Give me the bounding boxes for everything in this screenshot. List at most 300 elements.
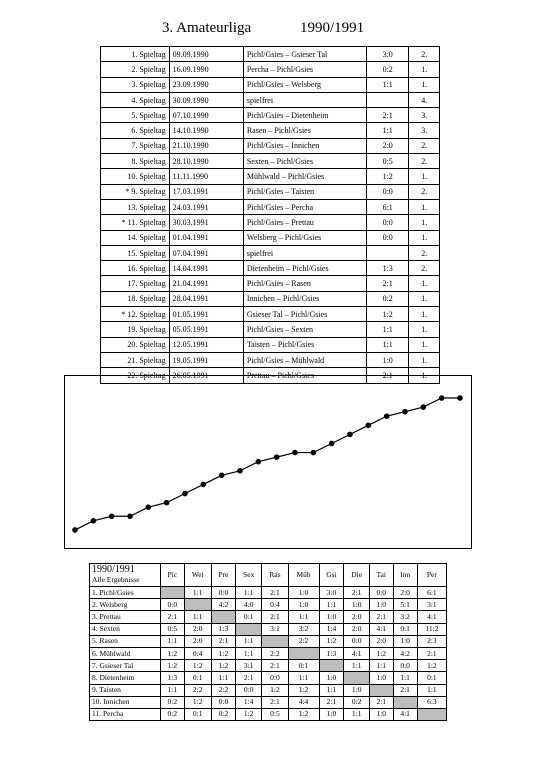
matrix-result-cell: 5:1 xyxy=(393,599,417,611)
matrix-result-cell: 2:1 xyxy=(161,611,185,623)
schedule-row xyxy=(101,62,440,77)
matrix-result-cell: 4:1 xyxy=(344,647,370,659)
matrix-result-cell: 3:0 xyxy=(319,587,344,599)
matrix-result-cell: 0:0 xyxy=(211,587,235,599)
schedule-score-cell: 1:1 xyxy=(367,77,409,92)
matrix-team-name: 2. Welsberg xyxy=(90,599,161,611)
schedule-fixture-cell: Pichl/Gsies – Taisten xyxy=(243,184,366,199)
schedule-matchday-cell: * 12. Spieltag xyxy=(101,307,170,322)
schedule-rank-cell: 1. xyxy=(409,215,440,230)
schedule-matchday-cell: 2. Spieltag xyxy=(101,62,170,77)
schedule-row xyxy=(101,108,440,123)
matrix-column-header: Pic xyxy=(161,564,185,587)
schedule-row xyxy=(101,169,440,184)
schedule-rank-cell: 1. xyxy=(409,77,440,92)
matrix-team-name: 5. Rasen xyxy=(90,635,161,647)
matrix-result-cell: 1:1 xyxy=(344,708,370,720)
schedule-matchday-cell: 13. Spieltag xyxy=(101,199,170,214)
data-point xyxy=(109,513,115,519)
schedule-row xyxy=(101,77,440,92)
matrix-result-cell: 1:2 xyxy=(161,647,185,659)
schedule-fixture-cell: spielfrei xyxy=(243,92,366,107)
matrix-result-cell: 2:2 xyxy=(184,684,211,696)
matrix-result-cell: 0:4 xyxy=(262,599,288,611)
matrix-team-name: 11. Percha xyxy=(90,708,161,720)
matrix-result-cell: 2:3 xyxy=(417,635,446,647)
matrix-result-cell: 0:2 xyxy=(211,708,235,720)
matrix-result-cell: 1:1 xyxy=(184,587,211,599)
matrix-self-cell xyxy=(161,587,185,599)
matrix-self-cell xyxy=(319,660,344,672)
matrix-result-cell: 11:2 xyxy=(417,623,446,635)
schedule-date-cell: 26.05.1991 xyxy=(169,368,243,383)
matrix-result-cell: 1:0 xyxy=(319,708,344,720)
schedule-rank-cell: 1. xyxy=(409,291,440,306)
schedule-rank-cell: 1. xyxy=(409,307,440,322)
schedule-score-cell: 1:1 xyxy=(367,337,409,352)
schedule-fixture-cell: Taisten – Pichl/Gsies xyxy=(243,337,366,352)
schedule-date-cell: 19.05.1991 xyxy=(169,352,243,367)
matrix-result-cell: 1:0 xyxy=(344,599,370,611)
matrix-result-cell: 1:0 xyxy=(344,684,370,696)
data-point xyxy=(146,504,152,510)
schedule-date-cell: 23.09.1990 xyxy=(169,77,243,92)
schedule-matchday-cell: 10. Spieltag xyxy=(101,169,170,184)
matrix-column-header: Sex xyxy=(236,564,262,587)
matrix-row xyxy=(90,635,447,647)
matrix-result-cell: 1:1 xyxy=(393,672,417,684)
matrix-result-cell: 4:2 xyxy=(211,599,235,611)
progress-chart xyxy=(64,375,472,549)
schedule-matchday-cell: 17. Spieltag xyxy=(101,276,170,291)
schedule-date-cell: 24.03.1991 xyxy=(169,199,243,214)
matrix-result-cell: 0:0 xyxy=(236,684,262,696)
schedule-matchday-cell: 4. Spieltag xyxy=(101,92,170,107)
matrix-result-cell: 0:0 xyxy=(369,587,393,599)
schedule-matchday-cell: 22. Spieltag xyxy=(101,368,170,383)
schedule-fixture-cell: Percha – Pichl/Gsies xyxy=(243,62,366,77)
matrix-row xyxy=(90,647,447,659)
schedule-date-cell: 28.04.1991 xyxy=(169,291,243,306)
matrix-result-cell: 2:1 xyxy=(262,660,288,672)
matrix-header-row xyxy=(90,564,447,587)
matrix-result-cell: 1:1 xyxy=(288,672,319,684)
matrix-result-cell: 1:1 xyxy=(161,684,185,696)
matrix-result-cell: 1:3 xyxy=(211,623,235,635)
data-point xyxy=(347,432,353,438)
matrix-result-cell: 1:1 xyxy=(417,684,446,696)
schedule-date-cell: 09.09.1990 xyxy=(169,47,243,62)
matrix-result-cell: 1:1 xyxy=(319,684,344,696)
matrix-result-cell: 3:1 xyxy=(417,599,446,611)
matrix-result-cell: 1:4 xyxy=(236,696,262,708)
matrix-result-cell: 1:1 xyxy=(211,672,235,684)
matrix-result-cell: 0:2 xyxy=(161,696,185,708)
matrix-column-header: Pre xyxy=(211,564,235,587)
schedule-fixture-cell: Rasen – Pichl/Gsies xyxy=(243,123,366,138)
schedule-row xyxy=(101,184,440,199)
schedule-row xyxy=(101,154,440,169)
data-point xyxy=(182,491,188,497)
data-point xyxy=(329,441,335,447)
matrix-result-cell: 1:2 xyxy=(211,660,235,672)
schedule-date-cell: 28.10.1990 xyxy=(169,154,243,169)
schedule-score-cell: 0:0 xyxy=(367,184,409,199)
schedule-score-cell xyxy=(367,245,409,260)
matrix-result-cell: 2:1 xyxy=(344,587,370,599)
schedule-row xyxy=(101,123,440,138)
matrix-result-cell: 1:0 xyxy=(393,635,417,647)
data-point xyxy=(219,473,225,479)
schedule-rank-cell: 1. xyxy=(409,368,440,383)
matrix-result-cell: 3:2 xyxy=(393,611,417,623)
schedule-score-cell: 1:1 xyxy=(367,322,409,337)
schedule-date-cell: 16.09.1990 xyxy=(169,62,243,77)
schedule-matchday-cell: 5. Spieltag xyxy=(101,108,170,123)
schedule-score-cell: 0:2 xyxy=(367,62,409,77)
matrix-result-cell: 2:0 xyxy=(393,587,417,599)
schedule-rank-cell: 2. xyxy=(409,184,440,199)
matrix-self-cell xyxy=(262,635,288,647)
matrix-column-header: Wel xyxy=(184,564,211,587)
matrix-result-cell: 1:1 xyxy=(184,611,211,623)
schedule-score-cell: 0:2 xyxy=(367,291,409,306)
schedule-fixture-cell: Pichl/Gsies – Welsberg xyxy=(243,77,366,92)
matrix-result-cell: 2:1 xyxy=(211,635,235,647)
schedule-row xyxy=(101,230,440,245)
matrix-row xyxy=(90,684,447,696)
schedule-score-cell: 2:1 xyxy=(367,108,409,123)
matrix-result-cell: 2:1 xyxy=(393,684,417,696)
schedule-row xyxy=(101,307,440,322)
matrix-self-cell xyxy=(288,647,319,659)
matrix-row xyxy=(90,611,447,623)
data-point xyxy=(72,527,78,533)
schedule-date-cell: 14.10.1990 xyxy=(169,123,243,138)
matrix-result-cell: 6:1 xyxy=(417,587,446,599)
data-point xyxy=(311,450,317,456)
schedule-row xyxy=(101,47,440,62)
matrix-result-cell: 1:1 xyxy=(236,587,262,599)
matrix-row xyxy=(90,708,447,720)
matrix-self-cell xyxy=(417,708,446,720)
matrix-self-cell xyxy=(393,696,417,708)
page-header xyxy=(0,20,535,42)
matrix-result-cell: 0:2 xyxy=(161,708,185,720)
schedule-matchday-cell: 8. Spieltag xyxy=(101,154,170,169)
schedule-fixture-cell: Pichl/Gsies – Sexten xyxy=(243,322,366,337)
matrix-result-cell: 4:1 xyxy=(417,611,446,623)
schedule-matchday-cell: * 11. Spieltag xyxy=(101,215,170,230)
schedule-fixture-cell: Welsberg – Pichl/Gsies xyxy=(243,230,366,245)
results-matrix-table xyxy=(89,563,447,721)
schedule-fixture-cell: Pichl/Gsies – Gsieser Tal xyxy=(243,47,366,62)
schedule-fixture-cell: spielfrei xyxy=(243,245,366,260)
matrix-row xyxy=(90,696,447,708)
matrix-column-header: Gsi xyxy=(319,564,344,587)
matrix-result-cell: 4:2 xyxy=(393,647,417,659)
schedule-matchday-cell: 1. Spieltag xyxy=(101,47,170,62)
matrix-result-cell: 4:1 xyxy=(369,623,393,635)
schedule-fixture-cell: Pichl/Gsies – Percha xyxy=(243,199,366,214)
schedule-score-cell: 0:0 xyxy=(367,215,409,230)
schedule-fixture-cell: Prettau – Pichl/Gsies xyxy=(243,368,366,383)
data-point xyxy=(201,482,207,488)
schedule-fixture-cell: Pichl/Gsies – Prettau xyxy=(243,215,366,230)
matrix-result-cell: 1:2 xyxy=(319,635,344,647)
matrix-result-cell: 2:1 xyxy=(262,587,288,599)
matrix-row xyxy=(90,623,447,635)
matrix-result-cell: 2:1 xyxy=(369,611,393,623)
data-point xyxy=(292,450,298,456)
matrix-column-header: Die xyxy=(344,564,370,587)
matrix-result-cell: 2:2 xyxy=(262,647,288,659)
matrix-subtitle: Alle Ergebnisse xyxy=(92,575,140,584)
matrix-result-cell: 1:1 xyxy=(161,635,185,647)
match-schedule-table xyxy=(100,46,440,384)
matrix-team-name: 4. Sexten xyxy=(90,623,161,635)
matrix-result-cell: 1:0 xyxy=(288,587,319,599)
matrix-result-cell: 0:4 xyxy=(184,647,211,659)
matrix-row xyxy=(90,660,447,672)
schedule-rank-cell: 1. xyxy=(409,352,440,367)
schedule-row xyxy=(101,199,440,214)
schedule-date-cell: 12.05.1991 xyxy=(169,337,243,352)
matrix-result-cell: 2:0 xyxy=(344,623,370,635)
matrix-column-header: Inn xyxy=(393,564,417,587)
schedule-fixture-cell: Pichl/Gsies – Mühlwald xyxy=(243,352,366,367)
schedule-score-cell: 1:0 xyxy=(367,352,409,367)
matrix-column-header: Ras xyxy=(262,564,288,587)
schedule-date-cell: 11.11.1990 xyxy=(169,169,243,184)
matrix-result-cell: 4:0 xyxy=(236,599,262,611)
schedule-rank-cell: 1. xyxy=(409,322,440,337)
matrix-result-cell: 3:2 xyxy=(288,623,319,635)
series-line xyxy=(75,398,460,530)
schedule-fixture-cell: Innichen – Pichl/Gsies xyxy=(243,291,366,306)
matrix-result-cell: 1:0 xyxy=(369,708,393,720)
matrix-title: 1990/1991 xyxy=(92,564,135,575)
schedule-date-cell: 07.04.1991 xyxy=(169,245,243,260)
schedule-date-cell: 21.04.1991 xyxy=(169,276,243,291)
matrix-column-header: Per xyxy=(417,564,446,587)
schedule-date-cell: 21.10.1990 xyxy=(169,138,243,153)
schedule-date-cell: 30.09.1990 xyxy=(169,92,243,107)
matrix-result-cell: 2:2 xyxy=(288,635,319,647)
matrix-team-name: 3. Prettau xyxy=(90,611,161,623)
schedule-rank-cell: 1. xyxy=(409,276,440,291)
schedule-rank-cell: 1. xyxy=(409,337,440,352)
matrix-self-cell xyxy=(236,623,262,635)
matrix-self-cell xyxy=(184,599,211,611)
schedule-row xyxy=(101,138,440,153)
schedule-date-cell: 30.03.1991 xyxy=(169,215,243,230)
matrix-column-header: Müh xyxy=(288,564,319,587)
matrix-result-cell: 0:0 xyxy=(393,660,417,672)
matrix-row xyxy=(90,587,447,599)
season-title: 1990/1991 xyxy=(300,20,365,36)
matrix-result-cell: 1:2 xyxy=(236,708,262,720)
matrix-result-cell: 1:0 xyxy=(319,611,344,623)
schedule-rank-cell: 4. xyxy=(409,92,440,107)
matrix-self-cell xyxy=(211,611,235,623)
matrix-result-cell: 0:0 xyxy=(161,599,185,611)
matrix-result-cell: 1:2 xyxy=(288,708,319,720)
matrix-result-cell: 0:5 xyxy=(262,708,288,720)
matrix-result-cell: 3:1 xyxy=(262,623,288,635)
matrix-result-cell: 2:0 xyxy=(369,635,393,647)
matrix-result-cell: 1:2 xyxy=(288,684,319,696)
schedule-date-cell: 14.04.1991 xyxy=(169,261,243,276)
schedule-rank-cell: 2. xyxy=(409,138,440,153)
schedule-rank-cell: 1. xyxy=(409,199,440,214)
matrix-result-cell: 0:0 xyxy=(211,696,235,708)
data-point xyxy=(457,395,463,401)
schedule-rank-cell: 1. xyxy=(409,230,440,245)
matrix-result-cell: 4:1 xyxy=(393,708,417,720)
matrix-result-cell: 2:0 xyxy=(344,611,370,623)
matrix-team-name: 7. Gsieser Tal xyxy=(90,660,161,672)
matrix-result-cell: 1:1 xyxy=(344,660,370,672)
matrix-result-cell: 0:0 xyxy=(344,635,370,647)
matrix-result-cell: 2:2 xyxy=(211,684,235,696)
schedule-score-cell: 1:3 xyxy=(367,261,409,276)
schedule-rank-cell: 2. xyxy=(409,245,440,260)
schedule-matchday-cell: 7. Spieltag xyxy=(101,138,170,153)
schedule-row xyxy=(101,276,440,291)
schedule-score-cell: 2:0 xyxy=(367,138,409,153)
matrix-result-cell: 1:3 xyxy=(161,672,185,684)
matrix-result-cell: 1:2 xyxy=(211,647,235,659)
schedule-rank-cell: 1. xyxy=(409,169,440,184)
matrix-result-cell: 0:1 xyxy=(236,611,262,623)
matrix-result-cell: 2:1 xyxy=(236,672,262,684)
matrix-result-cell: 1:1 xyxy=(236,635,262,647)
matrix-result-cell: 1:2 xyxy=(184,696,211,708)
data-point xyxy=(91,518,97,524)
matrix-result-cell: 1:2 xyxy=(161,660,185,672)
data-point xyxy=(274,454,280,460)
matrix-result-cell: 2:1 xyxy=(369,696,393,708)
schedule-matchday-cell: 16. Spieltag xyxy=(101,261,170,276)
data-point xyxy=(366,422,372,428)
matrix-result-cell: 2:1 xyxy=(262,611,288,623)
matrix-result-cell: 1:2 xyxy=(184,660,211,672)
schedule-rank-cell: 3. xyxy=(409,123,440,138)
matrix-team-name: 10. Innichen xyxy=(90,696,161,708)
matrix-result-cell: 1:3 xyxy=(319,647,344,659)
schedule-date-cell: 17.03.1991 xyxy=(169,184,243,199)
schedule-matchday-cell: 14. Spieltag xyxy=(101,230,170,245)
matrix-result-cell: 0:1 xyxy=(184,672,211,684)
matrix-result-cell: 1:0 xyxy=(369,599,393,611)
schedule-row xyxy=(101,261,440,276)
matrix-result-cell: 2:1 xyxy=(319,696,344,708)
schedule-row xyxy=(101,337,440,352)
schedule-date-cell: 07.10.1990 xyxy=(169,108,243,123)
schedule-row xyxy=(101,352,440,367)
matrix-result-cell: 2:1 xyxy=(262,696,288,708)
schedule-date-cell: 01.05.1991 xyxy=(169,307,243,322)
matrix-team-name: 8. Dietenheim xyxy=(90,672,161,684)
matrix-result-cell: 1:1 xyxy=(319,599,344,611)
schedule-fixture-cell: Dietenheim – Pichl/Gsies xyxy=(243,261,366,276)
schedule-rank-cell: 2. xyxy=(409,47,440,62)
matrix-column-header: Tai xyxy=(369,564,393,587)
matrix-result-cell: 2:1 xyxy=(417,647,446,659)
schedule-date-cell: 05.05.1991 xyxy=(169,322,243,337)
matrix-result-cell: 1:2 xyxy=(262,684,288,696)
matrix-result-cell: 0:0 xyxy=(262,672,288,684)
schedule-score-cell: 0:5 xyxy=(367,154,409,169)
matrix-result-cell: 1:1 xyxy=(288,611,319,623)
schedule-rank-cell: 1. xyxy=(409,62,440,77)
schedule-rank-cell: 2. xyxy=(409,261,440,276)
schedule-matchday-cell: 15. Spieltag xyxy=(101,245,170,260)
matrix-result-cell: 1:0 xyxy=(288,599,319,611)
matrix-result-cell: 1:2 xyxy=(369,647,393,659)
matrix-self-cell xyxy=(369,684,393,696)
matrix-result-cell: 3:1 xyxy=(236,660,262,672)
schedule-score-cell: 2:1 xyxy=(367,276,409,291)
data-point xyxy=(127,513,133,519)
data-point xyxy=(421,404,427,410)
schedule-row xyxy=(101,215,440,230)
schedule-row xyxy=(101,291,440,306)
schedule-score-cell: 3:0 xyxy=(367,47,409,62)
data-point xyxy=(439,395,445,401)
schedule-date-cell: 01.04.1991 xyxy=(169,230,243,245)
matrix-result-cell: 1:1 xyxy=(369,660,393,672)
matrix-result-cell: 0:1 xyxy=(288,660,319,672)
progress-chart-svg xyxy=(65,376,473,550)
schedule-score-cell xyxy=(367,92,409,107)
schedule-fixture-cell: Gsieser Tal – Pichl/Gsies xyxy=(243,307,366,322)
matrix-result-cell: 0:1 xyxy=(184,708,211,720)
schedule-fixture-cell: Pichl/Gsies – Dietenheim xyxy=(243,108,366,123)
schedule-row xyxy=(101,322,440,337)
schedule-score-cell: 0:0 xyxy=(367,230,409,245)
schedule-score-cell: 1:2 xyxy=(367,307,409,322)
schedule-row xyxy=(101,245,440,260)
matrix-result-cell: 0:5 xyxy=(161,623,185,635)
matrix-corner xyxy=(90,564,161,587)
schedule-rank-cell: 2. xyxy=(409,154,440,169)
data-point xyxy=(256,459,262,465)
schedule-matchday-cell: 3. Spieltag xyxy=(101,77,170,92)
schedule-rank-cell: 3. xyxy=(409,108,440,123)
matrix-result-cell: 1:0 xyxy=(319,672,344,684)
schedule-score-cell: 2:1 xyxy=(367,368,409,383)
schedule-matchday-cell: 21. Spieltag xyxy=(101,352,170,367)
schedule-score-cell: 1:2 xyxy=(367,169,409,184)
schedule-score-cell: 6:1 xyxy=(367,199,409,214)
matrix-team-name: 6. Mühlwald xyxy=(90,647,161,659)
schedule-matchday-cell: 6. Spieltag xyxy=(101,123,170,138)
schedule-matchday-cell: * 9. Spieltag xyxy=(101,184,170,199)
matrix-result-cell: 4:4 xyxy=(288,696,319,708)
matrix-team-name: 9. Taisten xyxy=(90,684,161,696)
data-point xyxy=(237,468,243,474)
matrix-row xyxy=(90,672,447,684)
data-point xyxy=(402,409,408,415)
data-point xyxy=(164,500,170,506)
schedule-row xyxy=(101,92,440,107)
schedule-matchday-cell: 18. Spieltag xyxy=(101,291,170,306)
schedule-fixture-cell: Sexten – Pichl/Gsies xyxy=(243,154,366,169)
matrix-result-cell: 1:0 xyxy=(369,672,393,684)
matrix-result-cell: 1:4 xyxy=(319,623,344,635)
